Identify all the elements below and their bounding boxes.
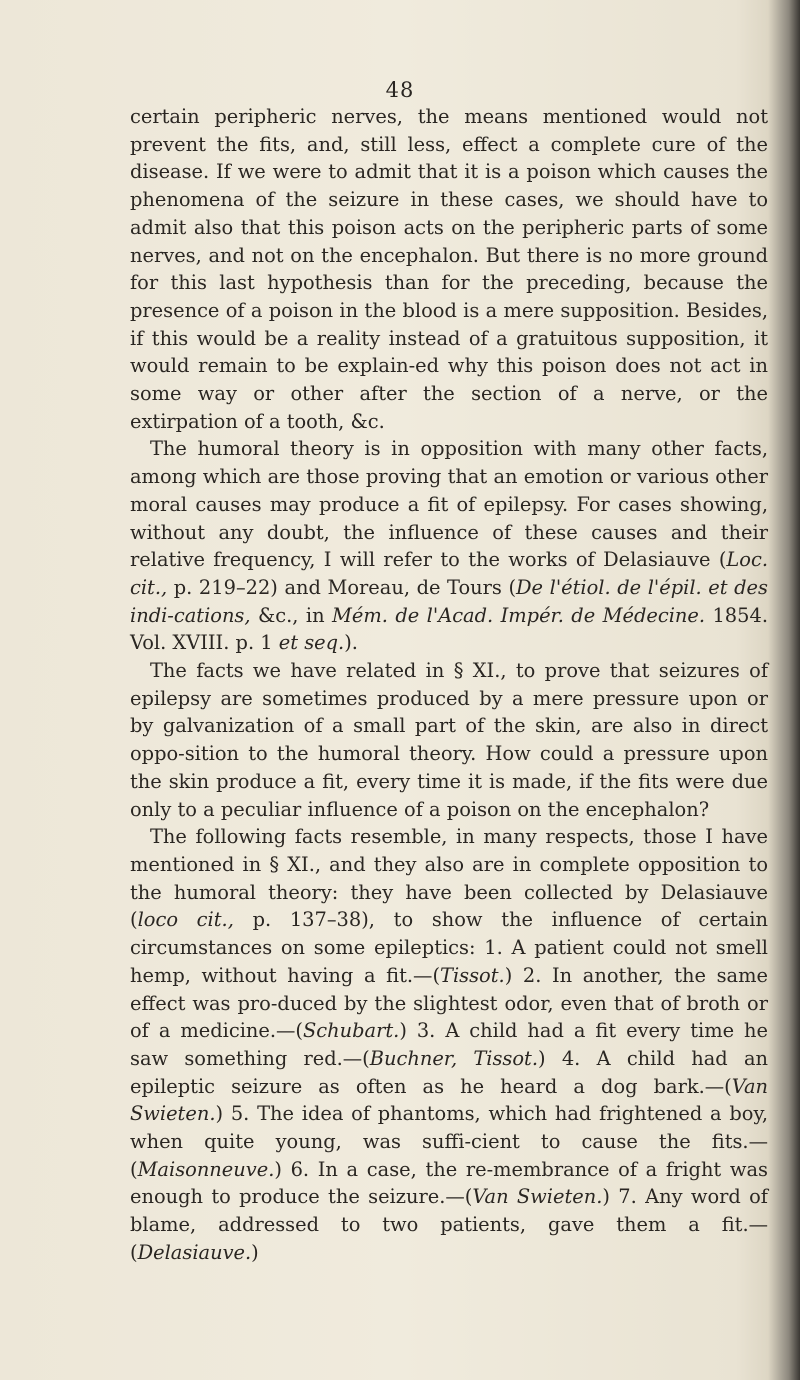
text-run: p. 137–38), to show the influence of certain circumstances on some epileptics: 1. A patient could not smell hemp, without having a fit.—( (130, 908, 768, 987)
text-run: &c., in (250, 603, 333, 627)
text-run: ) 4. A child had an epileptic seizure as often as he heard a dog bark.—( (130, 1046, 768, 1098)
italic-text-run: et seq. (278, 631, 345, 655)
text-run: ) 2. In another, the same effect was pro-duced by the slightest odor, even that of broth or of a medicine.—( (130, 963, 768, 1043)
italic-text-run: loco cit., (137, 908, 234, 932)
text-run: The following facts resemble, in many respects, those I have mentioned in § XI., and they also are in complete opposition to the humoral theory: they have been collected by Delasiauve ( (130, 825, 768, 932)
body-text (130, 103, 768, 1267)
italic-text-run: Delasiauve. (137, 1240, 252, 1264)
paragraph (130, 657, 768, 823)
italic-text-run: Schubart. (302, 1019, 400, 1043)
text-run: The humoral theory is in opposition with many other facts, among which are those proving that an emotion or various other moral causes may produce a fit of epilepsy. For cases showing, without any doubt, the influence of these causes and their relative frequency, I will refer to the works of Delasiauve ( (130, 437, 768, 572)
italic-text-run: Maisonneuve. (137, 1157, 275, 1181)
text-run: ) 7. Any word of blame, addressed to two patients, gave them a fit.—( (130, 1185, 768, 1264)
paragraph (130, 435, 768, 657)
italic-text-run: Van Swieten. (130, 1074, 768, 1126)
text-run: ) 6. In a case, the re-membrance of a fright was enough to produce the seizure.—( (130, 1157, 768, 1209)
italic-text-run: De l'étiol. de l'épil. et des indi-cations, (130, 575, 768, 627)
text-run: ) 5. The idea of phantoms, which had frightened a boy, when quite young, was suffi-cient to cause the fits.—( (130, 1102, 768, 1181)
text-run: certain peripheric nerves, the means mentioned would not prevent the fits, and, still less, effect a complete cure of the disease. If we were to admit that it is a poison which causes the phenomena of the seizure in these cases, we should have to admit also that this poison acts on the peripheric parts of some nerves, and not on the encephalon. But there is no more ground for this last hypothesis than for the preceding, because the presence of a poison in the blood is a mere supposition. Besides, if this would be a reality instead of a gratuitous supposition, it would remain to be explain-ed why this poison does not act in some way or other after the section of a nerve, or the extirpation of a tooth, &c. (130, 105, 768, 433)
text-run: ) (251, 1240, 259, 1264)
text-run: ). (344, 631, 358, 655)
italic-text-run: Buchner, Tissot. (369, 1046, 539, 1070)
italic-text-run: Van Swieten. (472, 1185, 603, 1209)
text-run: ) 3. A child had a fit every time he saw something red.—( (130, 1019, 768, 1070)
paragraph (130, 103, 768, 435)
text-run: The facts we have related in § XI., to prove that seizures of epilepsy are sometimes produced by a mere pressure upon or by galvanization of a small part of the skin, are also in direct oppo-sition to the humoral theory. How could a pressure upon the skin produce a fit, every time it is made, if the fits were due only to a peculiar influence of a poison on the encephalon? (130, 659, 768, 821)
text-run: p. 219–22) and Moreau, de Tours ( (167, 575, 517, 599)
italic-text-run: Mém. de l'Acad. Impér. de Médecine. (332, 603, 706, 627)
italic-text-run: Loc. cit., (130, 548, 768, 599)
paragraph (130, 823, 768, 1266)
text-run: 1854. Vol. XVIII. p. 1 (130, 603, 768, 655)
page-number: 48 (385, 78, 415, 102)
italic-text-run: Tissot. (440, 963, 505, 987)
